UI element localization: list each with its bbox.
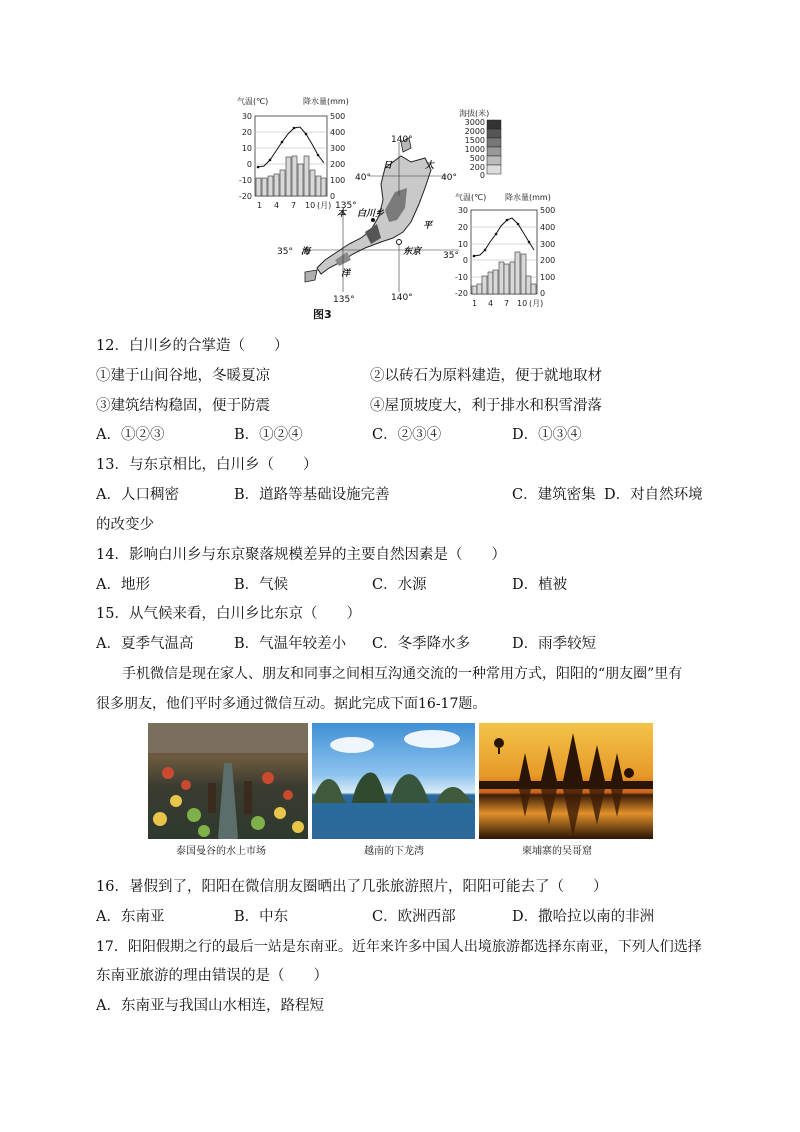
map-label-lon135-bottom: 135° bbox=[333, 295, 355, 305]
legend-value: 2000 bbox=[464, 127, 485, 136]
q12-option-b: B．①②④ bbox=[234, 427, 303, 443]
photo-caption-2: 越南的下龙湾 bbox=[364, 846, 424, 857]
q12-option-d: D．①③④ bbox=[512, 427, 582, 443]
q12-statement-1: ①建于山间谷地，冬暖夏凉 bbox=[96, 368, 270, 384]
climate-chart-right bbox=[455, 192, 555, 308]
right-precip-tick: 400 bbox=[540, 223, 556, 232]
figure-3 bbox=[225, 92, 565, 324]
q14-option-a: A．地形 bbox=[96, 577, 150, 593]
left-precip-tick: 300 bbox=[330, 144, 346, 153]
right-temp-tick: 0 bbox=[462, 256, 468, 265]
q15-option-b: B．气温年较差小 bbox=[234, 636, 347, 652]
figure-caption: 图3 bbox=[313, 308, 332, 321]
passage-line-1: 手机微信是现在家人、朋友和同事之间相互沟通交流的一种常用方式，阳阳的“朋友圈”里有 bbox=[122, 666, 683, 682]
right-temp-axis-label: 气温(℃) bbox=[455, 193, 487, 202]
left-temp-tick: 30 bbox=[241, 112, 252, 121]
q14-option-d: D．植被 bbox=[512, 577, 568, 593]
q13-option-c: C．建筑密集 bbox=[512, 487, 596, 503]
map-label-lat35-right: 35° bbox=[443, 251, 459, 261]
left-temp-axis-label: 气温(℃) bbox=[237, 97, 269, 106]
elevation-legend bbox=[459, 108, 501, 180]
map-label-ben: 本 bbox=[337, 209, 347, 219]
question-16-stem: 16．暑假到了，阳阳在微信朋友圈晒出了几张旅游照片，阳阳可能去了（ ） bbox=[96, 879, 608, 895]
map-label-yang: 洋 bbox=[341, 269, 351, 279]
q12-option-c: C．②③④ bbox=[372, 427, 442, 443]
q12-option-a: A．①②③ bbox=[96, 427, 165, 443]
right-month-tick: 1 bbox=[472, 299, 478, 308]
right-month-tick: (月) bbox=[529, 299, 544, 308]
legend-value: 1500 bbox=[464, 136, 485, 145]
left-temp-tick: 20 bbox=[241, 128, 252, 137]
map-label-tokyo: 东京 bbox=[403, 247, 422, 257]
right-month-tick: 7 bbox=[504, 299, 510, 308]
q12-statement-3: ③建筑结构稳固，便于防震 bbox=[96, 398, 270, 414]
map-label-lon140-bottom: 140° bbox=[391, 293, 413, 303]
q13-option-d-continued: 的改变少 bbox=[96, 517, 154, 533]
q16-option-d: D．撒哈拉以南的非洲 bbox=[512, 909, 655, 925]
legend-value: 200 bbox=[469, 163, 485, 172]
map-label-lat40-right: 40° bbox=[441, 173, 457, 183]
legend-value: 1000 bbox=[464, 145, 485, 154]
left-temp-tick: 10 bbox=[241, 144, 252, 153]
question-13-stem: 13．与东京相比，白川乡（ ） bbox=[96, 457, 318, 473]
right-temp-tick: -10 bbox=[454, 273, 468, 282]
left-month-tick: 10 bbox=[305, 201, 316, 210]
map-label-ri: 日 bbox=[383, 161, 393, 171]
q13-option-d: D．对自然环境 bbox=[604, 487, 703, 503]
photo-caption-1: 泰国曼谷的水上市场 bbox=[176, 846, 266, 857]
left-precip-tick: 0 bbox=[330, 192, 336, 201]
map-label-lat40-left: 40° bbox=[355, 173, 371, 183]
photo-ha-long-bay bbox=[312, 723, 475, 839]
left-month-tick: 4 bbox=[274, 201, 280, 210]
photo-angkor-wat bbox=[479, 723, 653, 839]
right-month-tick: 4 bbox=[488, 299, 494, 308]
q16-option-c: C．欧洲西部 bbox=[372, 909, 456, 925]
right-temp-tick: -20 bbox=[454, 289, 468, 298]
left-precip-tick: 500 bbox=[330, 112, 346, 121]
map-label-ping: 平 bbox=[423, 221, 433, 231]
right-temp-tick: 10 bbox=[457, 240, 468, 249]
right-temp-tick: 30 bbox=[457, 206, 468, 215]
left-temp-tick: 0 bbox=[246, 160, 252, 169]
right-precip-tick: 100 bbox=[540, 273, 556, 282]
q13-option-b: B．道路等基础设施完善 bbox=[234, 487, 390, 503]
right-precip-tick: 300 bbox=[540, 240, 556, 249]
question-12-stem: 12．白川乡的合掌造（ ） bbox=[96, 338, 289, 354]
left-precip-tick: 100 bbox=[330, 176, 346, 185]
right-precip-axis-label: 降水量(mm) bbox=[505, 193, 551, 202]
map-label-hai: 海 bbox=[301, 247, 311, 257]
q16-option-a: A．东南亚 bbox=[96, 909, 165, 925]
q13-option-a: A．人口稠密 bbox=[96, 487, 179, 503]
question-17-stem-line-2: 东南亚旅游的理由错误的是（ ） bbox=[96, 968, 328, 984]
left-precip-tick: 400 bbox=[330, 128, 346, 137]
photo-caption-3: 柬埔寨的吴哥窟 bbox=[522, 846, 592, 857]
map-label-shirakawa: 白川乡 bbox=[357, 209, 385, 219]
photo-floating-market bbox=[148, 723, 308, 839]
legend-value: 500 bbox=[469, 154, 485, 163]
q16-option-b: B．中东 bbox=[234, 909, 289, 925]
right-precip-tick: 200 bbox=[540, 256, 556, 265]
climate-chart-left bbox=[237, 96, 349, 210]
legend-value: 0 bbox=[479, 171, 485, 180]
map-label-lat35-left: 35° bbox=[277, 247, 293, 257]
left-precip-axis-label: 降水量(mm) bbox=[303, 97, 349, 106]
left-temp-tick: -20 bbox=[238, 192, 252, 201]
question-17-stem-line-1: 17．阳阳假期之行的最后一站是东南亚。近年来许多中国人出境旅游都选择东南亚，下列人们选择 bbox=[96, 939, 702, 955]
q14-option-c: C．水源 bbox=[372, 577, 427, 593]
q17-option-a: A．东南亚与我国山水相连，路程短 bbox=[96, 998, 324, 1014]
q15-option-c: C．冬季降水多 bbox=[372, 636, 471, 652]
map-label-lon140-top: 140° bbox=[391, 135, 413, 145]
map-label-lon135-top: 135° bbox=[335, 201, 357, 211]
right-month-tick: 10 bbox=[517, 299, 528, 308]
right-precip-tick: 0 bbox=[540, 289, 546, 298]
question-14-stem: 14．影响白川乡与东京聚落规模差异的主要自然因素是（ ） bbox=[96, 547, 506, 563]
right-temp-tick: 20 bbox=[457, 223, 468, 232]
q15-option-a: A．夏季气温高 bbox=[96, 636, 194, 652]
passage-line-2: 很多朋友，他们平时多通过微信互动。据此完成下面16-17题。 bbox=[96, 696, 487, 712]
legend-value: 3000 bbox=[464, 118, 485, 127]
left-precip-tick: 200 bbox=[330, 160, 346, 169]
question-15-stem: 15．从气候来看，白川乡比东京（ ） bbox=[96, 606, 361, 622]
map-label-tai: 太 bbox=[425, 161, 435, 171]
q15-option-d: D．雨季较短 bbox=[512, 636, 597, 652]
q12-statement-4: ④屋顶坡度大，利于排水和积雪滑落 bbox=[370, 398, 602, 414]
q12-statement-2: ②以砖石为原料建造，便于就地取材 bbox=[370, 368, 602, 384]
left-month-tick: (月) bbox=[317, 201, 332, 210]
left-month-tick: 1 bbox=[257, 201, 263, 210]
legend-title: 海拔(米) bbox=[459, 109, 490, 118]
right-precip-tick: 500 bbox=[540, 206, 556, 215]
q14-option-b: B．气候 bbox=[234, 577, 289, 593]
left-month-tick: 7 bbox=[291, 201, 297, 210]
left-temp-tick: -10 bbox=[238, 176, 252, 185]
